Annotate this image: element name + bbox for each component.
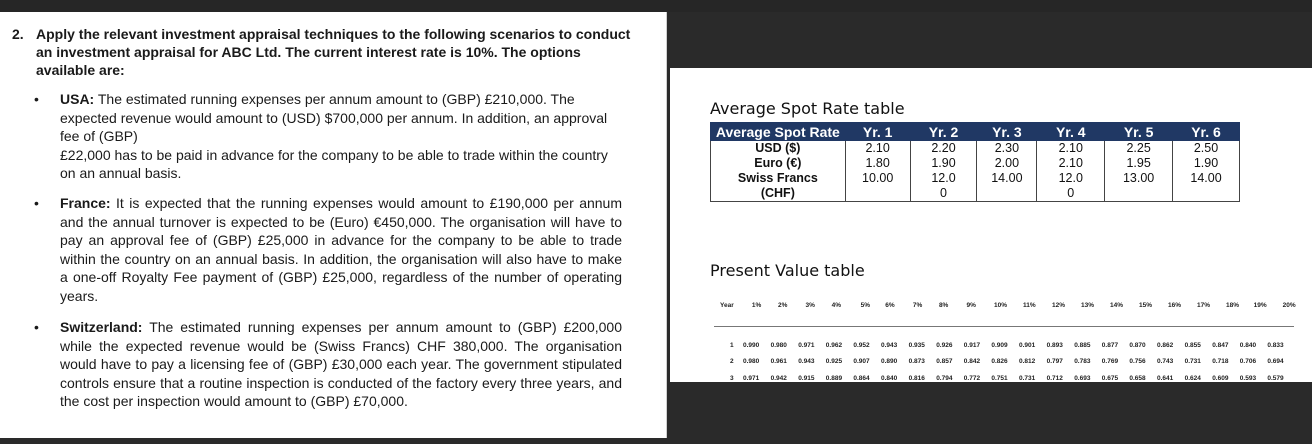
pv-factor-cell: 0.961 — [770, 358, 787, 365]
pv-factor-cell: 0.743 — [1157, 358, 1174, 365]
pv-factor-cell: 0.855 — [1184, 342, 1201, 349]
pv-factor-cell: 0.990 — [743, 342, 760, 349]
table-cell: 0 — [910, 186, 977, 202]
option-description: The estimated running expenses per annum amount to (GBP) £210,000. The expected revenue would amount to (USD) $700,000 per annum. In addition, an approval fee of (GBP) — [60, 91, 608, 144]
pv-header-cell: 3% — [805, 302, 815, 309]
pv-factor-cell: 0.694 — [1267, 358, 1284, 365]
table-cell: 1.90 — [1173, 156, 1240, 171]
pv-header-cell: 15% — [1139, 302, 1153, 309]
pv-factor-cell: 0.935 — [908, 342, 925, 349]
pv-header-cell: 4% — [831, 302, 842, 309]
option-switzerland — [34, 318, 622, 411]
pv-factor-cell: 0.624 — [1184, 375, 1201, 382]
pv-factor-cell: 0.826 — [991, 358, 1008, 365]
table-cell — [845, 186, 910, 202]
pv-factor-cell: 0.794 — [936, 375, 953, 382]
pv-factor-cell: 0.864 — [853, 375, 870, 382]
option-usa — [34, 90, 622, 183]
pv-factor-cell: 0.980 — [770, 342, 787, 349]
row-label: Swiss Francs — [711, 171, 846, 186]
bullet-dot: • — [34, 195, 39, 211]
table-cell — [977, 186, 1037, 202]
row-label: Euro (€) — [711, 156, 846, 171]
table-row — [711, 141, 1240, 157]
pv-factor-cell: 0.942 — [770, 375, 787, 382]
pv-header-cell: 20% — [1282, 302, 1296, 309]
table-cell: 13.00 — [1105, 171, 1173, 186]
pv-header-cell: 9% — [966, 302, 976, 309]
header-cell: Average Spot Rate — [711, 123, 846, 141]
pv-factor-cell: 0.842 — [963, 358, 981, 365]
pv-header-cell: 19% — [1253, 302, 1267, 309]
bullet-dot: • — [34, 319, 39, 335]
table-cell: 12.0 — [910, 171, 977, 186]
pv-factor-cell: 0.885 — [1074, 342, 1091, 349]
pv-factor-cell: 0.952 — [853, 342, 870, 349]
pv-factor-cell: 0.840 — [881, 375, 898, 382]
pv-factor-cell: 0.609 — [1212, 375, 1229, 382]
pv-factor-cell: 0.971 — [743, 375, 760, 382]
pv-factor-cell: 0.756 — [1129, 358, 1146, 365]
pv-header-cell: 13% — [1081, 302, 1095, 309]
table-cell: 1.95 — [1105, 156, 1173, 171]
pv-header-rule — [714, 326, 1294, 327]
pv-factor-cell: 0.783 — [1074, 358, 1091, 365]
pv-factor-cell: 0.833 — [1267, 342, 1284, 349]
pv-factor-cell: 0.579 — [1267, 375, 1284, 382]
pv-factor-cell: 0.693 — [1074, 375, 1091, 382]
table-cell: 0 — [1037, 186, 1105, 202]
option-label: USA: — [60, 91, 95, 107]
pv-factor-cell: 0.889 — [825, 375, 843, 382]
table-cell: 14.00 — [977, 171, 1037, 186]
pv-factor-cell: 0.857 — [936, 358, 953, 365]
pv-factor-cell: 0.797 — [1046, 358, 1063, 365]
pv-factor-cell: 0.943 — [798, 358, 815, 365]
table-row — [711, 186, 1240, 202]
pv-header-cell: 1% — [751, 302, 762, 309]
table-cell: 1.90 — [910, 156, 977, 171]
pv-factor-cell: 0.907 — [853, 358, 870, 365]
pv-factor-cell: 0.593 — [1239, 375, 1257, 382]
table-cell: 2.10 — [845, 141, 910, 157]
header-cell: Yr. 5 — [1105, 123, 1173, 141]
pv-factor-cell: 0.962 — [825, 342, 843, 349]
option-description: The estimated running expenses per annum amount to (GBP) £200,000 while the expected revenue would be (Swiss Francs) CHF 380,000. The organisation would have to pay a licensing fee of (GBP) £30,000 each year. The government stipulated controls ensure that a routine inspection is conducted of the factory every three years, and the cost per inspection would amount to (GBP) £70,000. — [60, 319, 623, 409]
pv-factor-cell: 0.706 — [1239, 358, 1257, 365]
pv-header-cell: Year — [720, 302, 734, 309]
pv-factor-cell: 0.712 — [1046, 375, 1063, 382]
pv-factor-cell: 0.925 — [825, 358, 843, 365]
header-cell: Yr. 3 — [977, 123, 1037, 141]
pv-factor-cell: 0.769 — [1101, 358, 1119, 365]
pv-year-cell: 2 — [730, 358, 734, 365]
pv-factor-cell: 0.847 — [1212, 342, 1229, 349]
spot-rate-table — [710, 122, 1240, 202]
pv-factor-cell: 0.862 — [1157, 342, 1174, 349]
option-text — [60, 318, 622, 411]
pv-header-cell: 7% — [912, 302, 923, 309]
table-cell: 1.80 — [845, 156, 910, 171]
option-france — [34, 194, 622, 305]
header-cell: Yr. 4 — [1037, 123, 1105, 141]
pv-header-cell: 14% — [1110, 302, 1124, 309]
pv-factor-cell: 0.731 — [1019, 375, 1036, 382]
pv-factor-cell: 0.675 — [1101, 375, 1119, 382]
pv-header-cell: 5% — [860, 302, 871, 309]
table-cell — [1173, 186, 1240, 202]
question-number: 2. — [12, 26, 24, 42]
row-label: USD ($) — [711, 141, 846, 157]
pv-factor-cell: 0.943 — [881, 342, 898, 349]
question-heading — [12, 25, 642, 79]
pv-factor-cell: 0.877 — [1101, 342, 1119, 349]
option-text — [60, 194, 622, 305]
table-cell: 10.00 — [845, 171, 910, 186]
pv-factor-cell: 0.926 — [936, 342, 953, 349]
pv-header-cell: 12% — [1052, 302, 1066, 309]
pv-factor-cell: 0.893 — [1046, 342, 1063, 349]
pv-factor-cell: 0.915 — [798, 375, 815, 382]
table-cell: 2.10 — [1037, 156, 1105, 171]
option-label: Switzerland: — [60, 319, 143, 335]
table-cell: 2.10 — [1037, 141, 1105, 157]
pv-factor-cell: 0.731 — [1184, 358, 1201, 365]
table-cell: 12.0 — [1037, 171, 1105, 186]
pv-header-cell: 16% — [1168, 302, 1182, 309]
table-cell: 2.50 — [1173, 141, 1240, 157]
option-label: France: — [60, 195, 111, 211]
pv-factor-cell: 0.816 — [908, 375, 925, 382]
top-bar — [0, 0, 1312, 12]
pv-factor-cell: 0.658 — [1129, 375, 1146, 382]
pv-table-title: Present Value table — [710, 261, 865, 280]
header-cell: Yr. 2 — [910, 123, 977, 141]
option-description: £22,000 has to be paid in advance for the company to be able to trade within the country on an annual basis. — [60, 146, 608, 181]
bullet-dot: • — [34, 91, 39, 107]
pv-factor-cell: 0.980 — [743, 358, 760, 365]
table-row — [711, 156, 1240, 171]
table-cell — [1105, 186, 1173, 202]
pv-header-cell: 2% — [778, 302, 788, 309]
pv-year-cell: 1 — [730, 342, 734, 349]
pv-factor-cell: 0.971 — [798, 342, 815, 349]
row-label: (CHF) — [711, 186, 846, 202]
option-text — [60, 90, 622, 183]
pv-header-cell: 10% — [994, 302, 1008, 309]
table-cell: 2.20 — [910, 141, 977, 157]
table-cell: 2.25 — [1105, 141, 1173, 157]
pv-factor-cell: 0.812 — [1019, 358, 1036, 365]
pv-header-cell: 17% — [1197, 302, 1211, 309]
question-text: Apply the relevant investment appraisal techniques to the following scenarios to conduct an investment appraisal for ABC Ltd. The current interest rate is 10%. The options available are: — [36, 26, 631, 78]
table-row — [711, 171, 1240, 186]
header-cell: Yr. 1 — [845, 123, 910, 141]
pv-factor-cell: 0.718 — [1212, 358, 1229, 365]
pv-factor-cell: 0.641 — [1157, 375, 1174, 382]
pv-header-cell: 8% — [938, 302, 949, 309]
rates-document — [670, 68, 1312, 382]
pv-year-cell: 3 — [730, 375, 734, 382]
pv-factor-cell: 0.909 — [991, 342, 1008, 349]
table-cell: 2.00 — [977, 156, 1037, 171]
pv-factor-cell: 0.890 — [881, 358, 898, 365]
header-cell: Yr. 6 — [1173, 123, 1240, 141]
table-cell: 2.30 — [977, 141, 1037, 157]
table-cell: 14.00 — [1173, 171, 1240, 186]
pv-factor-cell: 0.751 — [991, 375, 1008, 382]
table-header-row — [711, 123, 1240, 141]
option-description: It is expected that the running expenses would amount to £190,000 per annum and the annual turnover is expected to be (Euro) €450,000. The organisation will have to pay an approval fee of (GBP) £25,000 in advance for the company to be able to trade within the country on an annual basis. In addition, the organisation will also have to make a one-off Royalty Fee payment of (GBP) £25,000, regardless of the number of operating years. — [60, 195, 622, 304]
pv-header-cell: 11% — [1023, 302, 1036, 309]
pv-factor-cell: 0.873 — [908, 358, 925, 365]
question-document — [0, 12, 667, 438]
bottom-bar — [670, 382, 1312, 444]
pv-factor-cell: 0.840 — [1239, 342, 1257, 349]
spot-table-title: Average Spot Rate table — [710, 99, 905, 118]
pv-factor-cell: 0.772 — [963, 375, 981, 382]
pv-factor-cell: 0.870 — [1129, 342, 1146, 349]
pv-header-cell: 18% — [1226, 302, 1240, 309]
pv-header-cell: 6% — [885, 302, 895, 309]
pv-factor-cell: 0.901 — [1019, 342, 1036, 349]
pv-factor-cell: 0.917 — [963, 342, 981, 349]
